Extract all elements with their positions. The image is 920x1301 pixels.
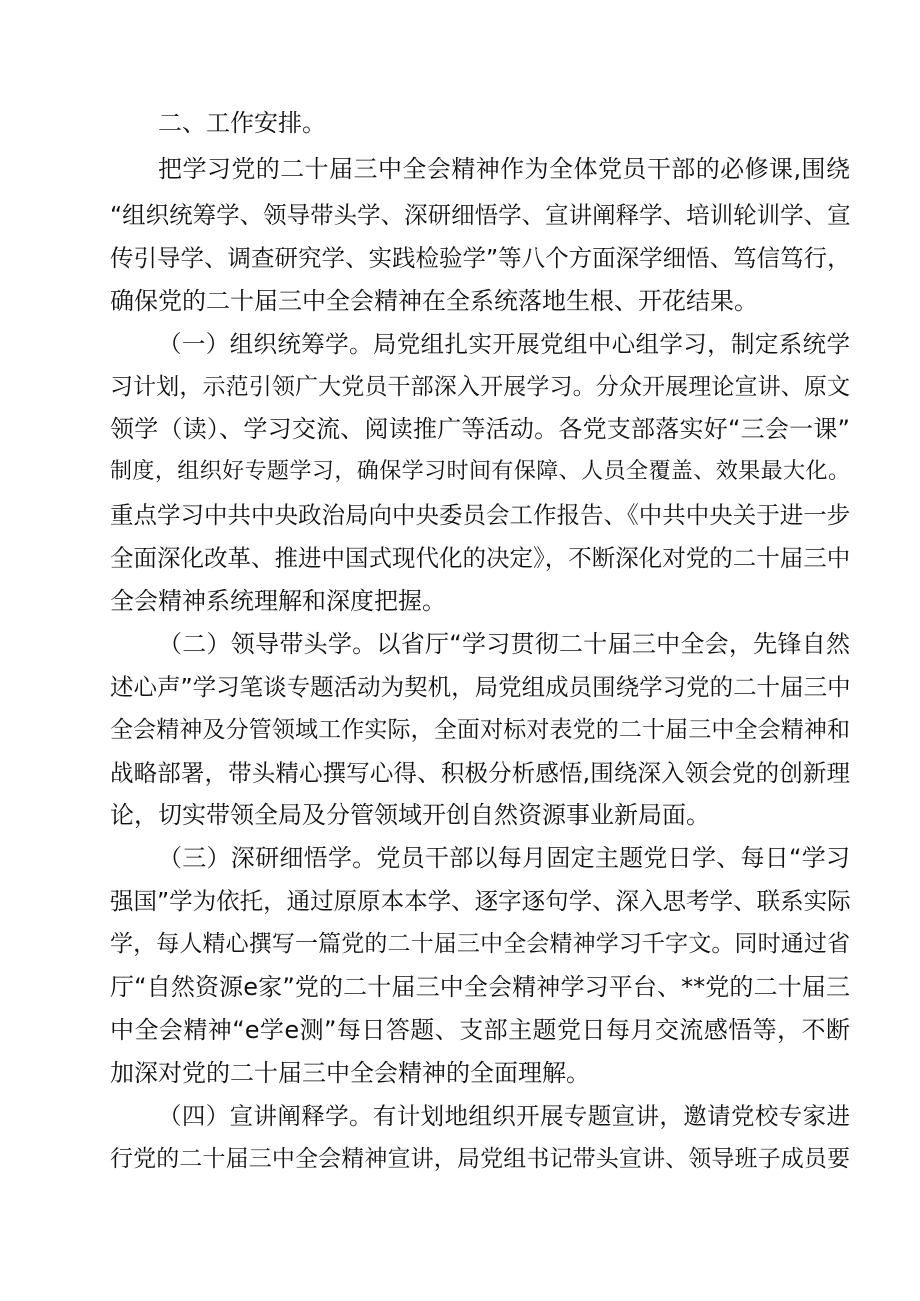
paragraph-line: 述心声”学习笔谈专题活动为契机，局党组成员围绕学习党的二十届三中 — [110, 673, 851, 701]
paragraph-line: “组织统筹学、领导带头学、深研细悟学、宣讲阐释学、培训轮训学、宣 — [110, 201, 851, 229]
paragraph-line: （四）宣讲阐释学。有计划地组织开展专题宣讲，邀请党校专家进 — [158, 1102, 850, 1130]
paragraph-line: 传引导学、调查研究学、实践检验学”等八个方面深学细悟、笃信笃行， — [110, 244, 851, 272]
paragraph-line: 领学（读）、学习交流、阅读推广等活动。各党支部落实好“三会一课” — [110, 415, 850, 443]
paragraph-line: 习计划，示范引领广大党员干部深入开展学习。分众开展理论宣讲、原文 — [110, 374, 850, 400]
paragraph-line: 强国”学为依托，通过原原本本学、逐字逐句学、深入思考学、联系实际 — [110, 887, 851, 915]
paragraph-line: 学，每人精心撰写一篇党的二十届三中全会精神学习千字文。同时通过省 — [110, 931, 850, 957]
paragraph-line: 全会精神及分管领域工作实际，全面对标对表党的二十届三中全会精神和 — [110, 717, 850, 743]
paragraph-line: 行党的二十届三中全会精神宣讲，局党组书记带头宣讲、领导班子成员要 — [110, 1146, 850, 1172]
paragraph-line: 重点学习中共中央政治局向中央委员会工作报告、《中共中央关于进一步 — [110, 501, 851, 529]
paragraph-line: （二）领导带头学。以省厅“学习贯彻二十届三中全会，先锋自然 — [158, 630, 850, 658]
paragraph-line: 把学习党的二十届三中全会精神作为全体党员干部的必修课,围绕 — [158, 155, 850, 183]
paragraph-line: （一）组织统筹学。局党组扎实开展党组中心组学习，制定系统学 — [158, 330, 850, 358]
paragraph-line: 确保党的二十届三中全会精神在全系统落地生根、开花结果。 — [110, 287, 758, 315]
paragraph-line: 中全会精神“e学e测”每日答题、支部主题党日每月交流感悟等，不断 — [110, 1016, 850, 1044]
paragraph-line: 论，切实带领全局及分管领域开创自然资源事业新局面。 — [110, 801, 710, 829]
paragraph-line: 战略部署，带头精心撰写心得、积极分析感悟,围绕深入领会党的创新理 — [110, 759, 850, 787]
paragraph-line: 全会精神系统理解和深度把握。 — [110, 587, 446, 615]
paragraph-line: （三）深研细悟学。党员干部以每月固定主题党日学、每日“学习 — [158, 844, 850, 872]
section-heading: 二、工作安排。 — [158, 109, 326, 137]
paragraph-line: 厅“自然资源e家”党的二十届三中全会精神学习平台、**党的二十届三 — [110, 973, 850, 1001]
paragraph-line: 全面深化改革、推进中国式现代化的决定》，不断深化对党的二十届三中 — [110, 544, 851, 572]
paragraph-line: 制度，组织好专题学习，确保学习时间有保障、人员全覆盖、效果最大化。 — [110, 459, 850, 484]
paragraph-line: 加深对党的二十届三中全会精神的全面理解。 — [110, 1059, 590, 1087]
